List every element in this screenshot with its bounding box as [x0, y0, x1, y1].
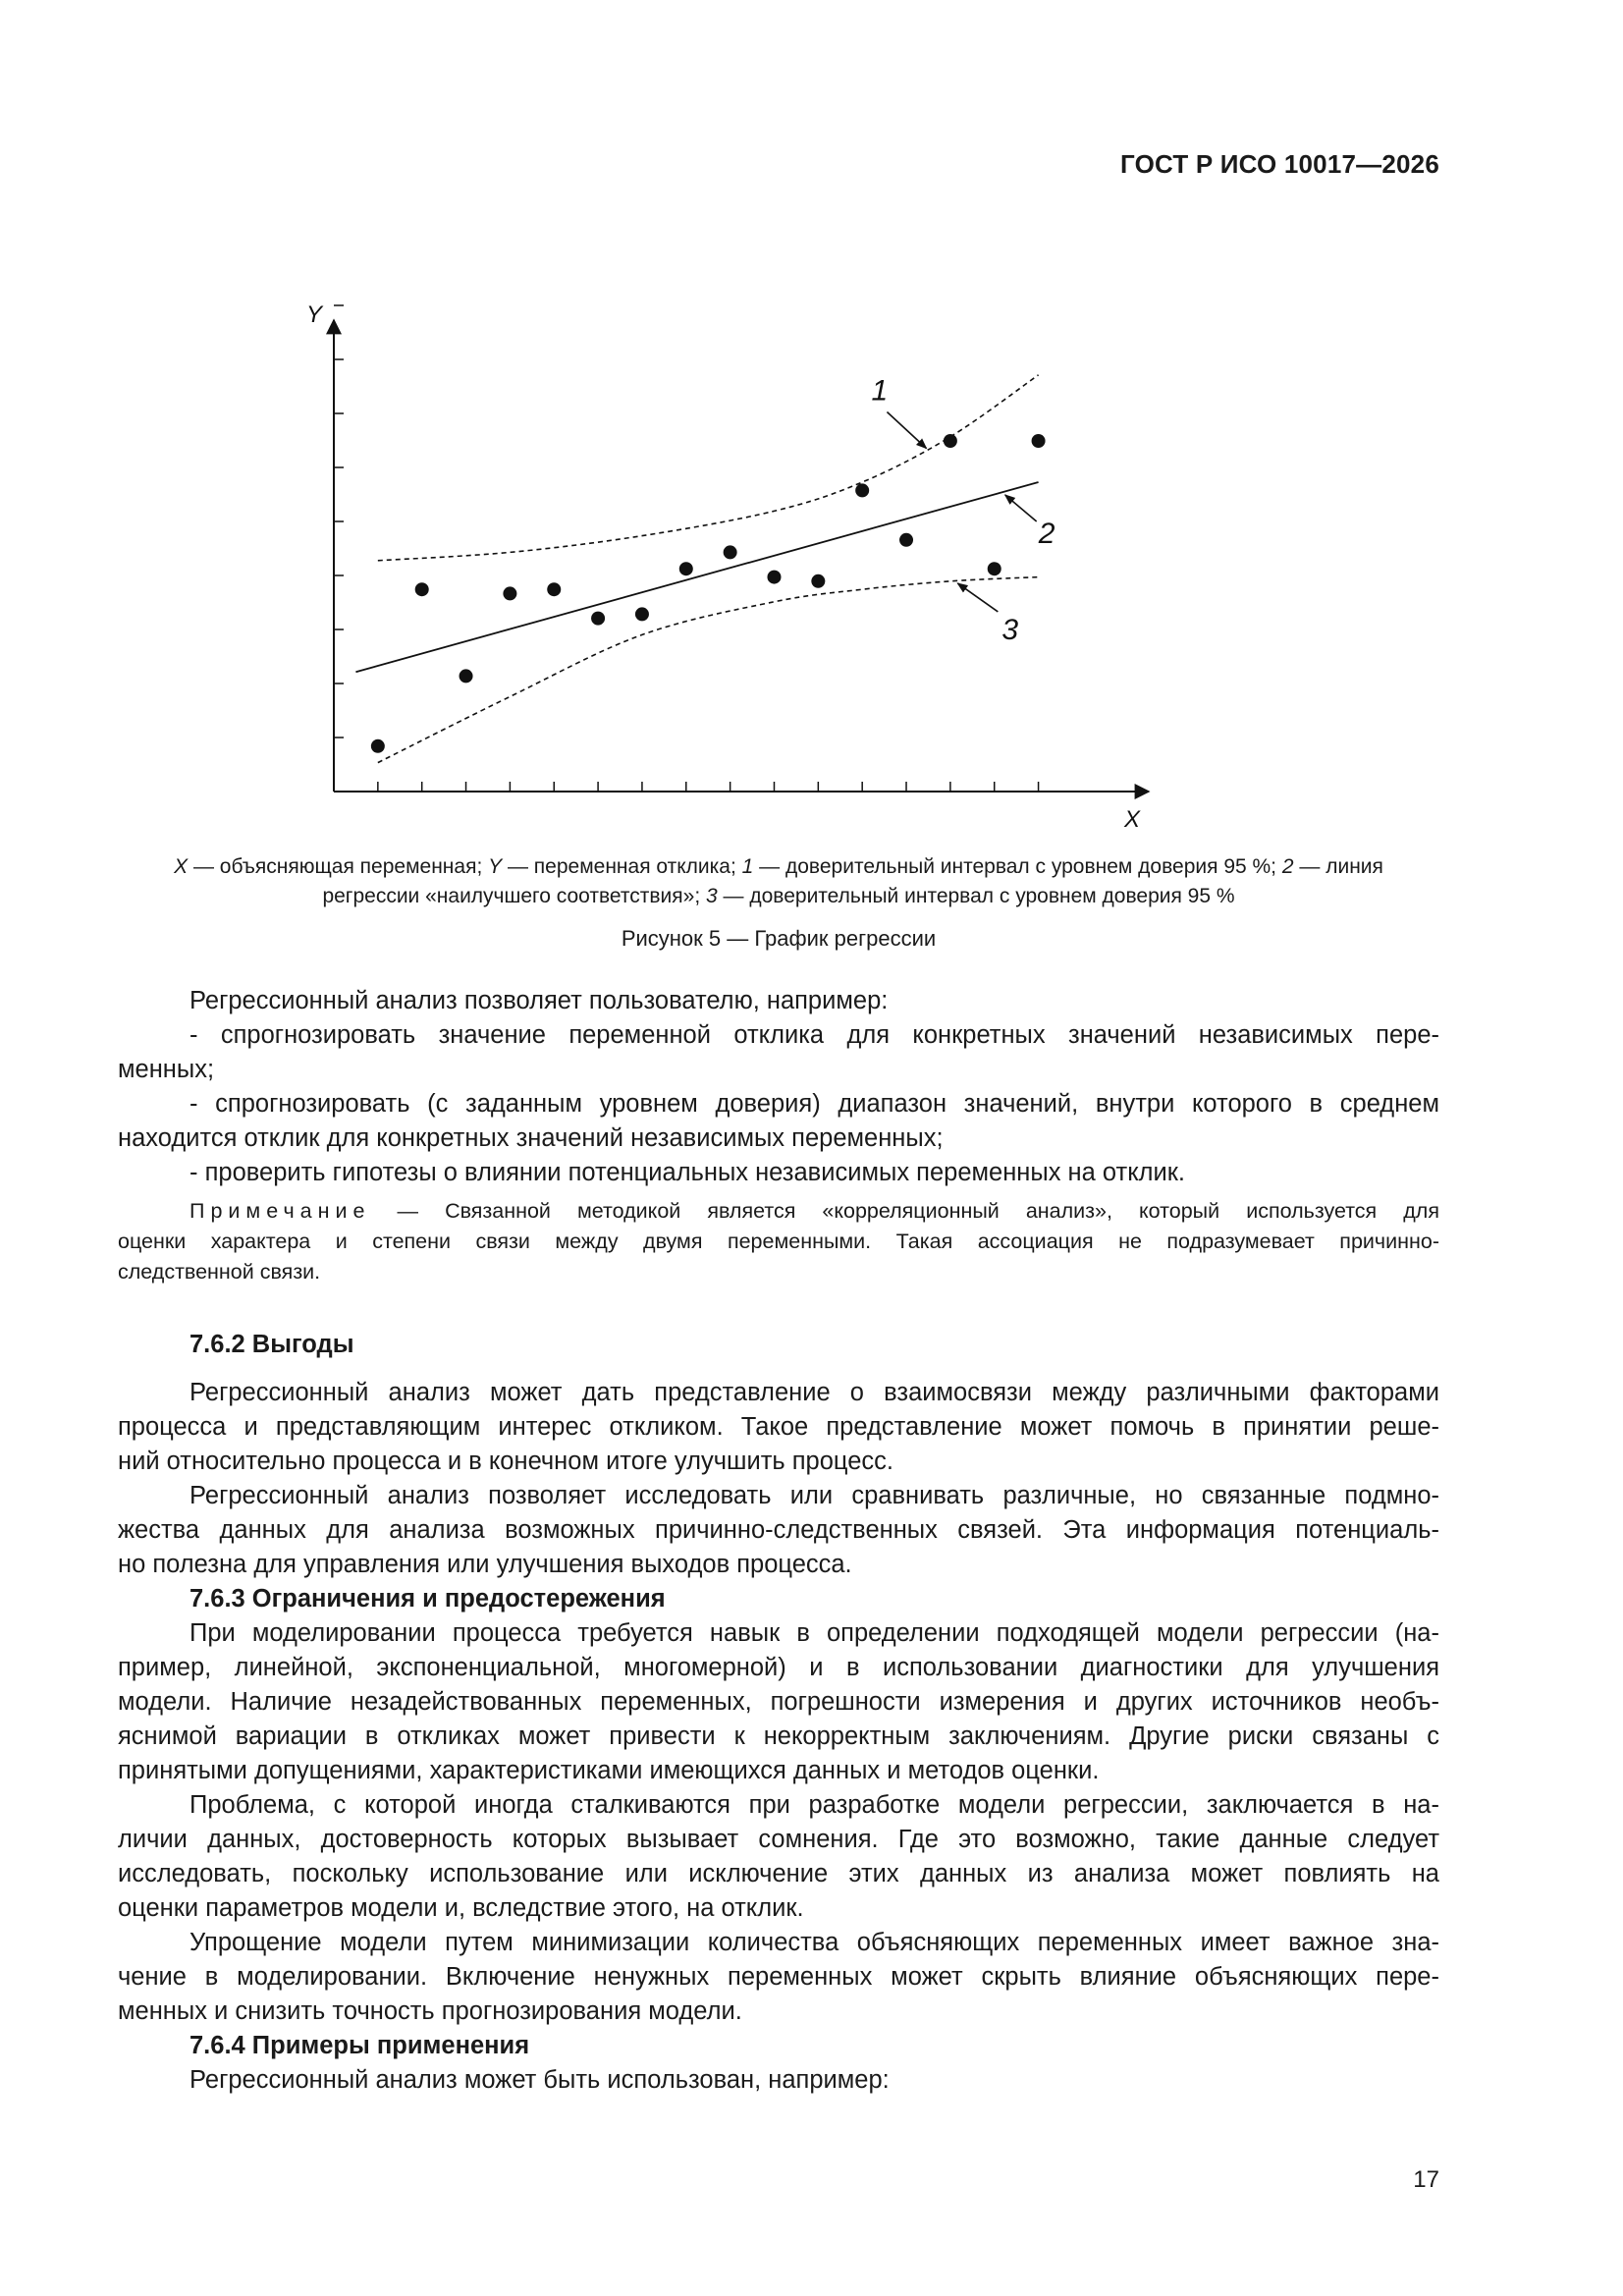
text-line: - спрогнозировать (с заданным уровнем доверия) диапазон значений, внутри которого в среднем — [189, 1090, 1439, 1118]
annotation-2: 2 — [1038, 517, 1055, 550]
section-762-body — [118, 1376, 1439, 2098]
legend-line — [118, 882, 1439, 911]
data-point — [460, 669, 473, 683]
data-point — [1032, 434, 1046, 448]
text-line: - спрогнозировать значение переменной отклика для конкретных значений независимых пере- — [189, 1021, 1439, 1049]
text-line: жества данных для анализа возможных причинно-следственных связей. Эта информация потенциаль- — [118, 1516, 1439, 1544]
chart-annotations — [871, 375, 1055, 646]
page-number: 17 — [1413, 2166, 1439, 2193]
y-axis-label: Y — [306, 301, 323, 328]
chart-axes — [306, 301, 1149, 833]
annotation-3: 3 — [1001, 613, 1019, 646]
note-block — [118, 1196, 1439, 1287]
text-line: — Связанной методикой является «корреляционный анализ», который используется для — [370, 1199, 1439, 1223]
data-point — [415, 582, 429, 596]
text-line: оценки параметров модели и, вследствие этого, на отклик. — [118, 1894, 804, 1922]
data-point — [855, 483, 869, 497]
text-line: находится отклик для конкретных значений независимых переменных; — [118, 1124, 944, 1152]
data-point — [811, 574, 825, 588]
upper-confidence-band — [378, 375, 1039, 561]
text-line: При моделировании процесса требуется навык в определении подходящей модели регрессии (на- — [189, 1619, 1439, 1647]
text-line: Регрессионный анализ позволяет пользователю, например: — [189, 987, 889, 1014]
legend-run: — доверительный интервал с уровнем доверия 95 %; — [753, 855, 1282, 878]
text-line: чение в моделировании. Включение ненужных переменных может скрыть влияние объясняющих пере- — [118, 1963, 1439, 1991]
data-point — [371, 739, 385, 753]
text-line: Регрессионный анализ может дать представление о взаимосвязи между различными факторами — [189, 1379, 1439, 1406]
text-line: яснимой вариации в откликах может привести к некорректным заключениям. Другие риски связаны с — [118, 1722, 1439, 1750]
text-line: личии данных, достоверность которых вызывает сомнения. Где это возможно, такие данные следует — [118, 1826, 1439, 1853]
text-line: Упрощение модели путем минимизации количества объясняющих переменных имеет важное зна- — [189, 1929, 1439, 1956]
confidence-bands — [378, 375, 1039, 763]
text-line: Регрессионный анализ позволяет исследовать или сравнивать различные, но связанные подмно- — [189, 1482, 1439, 1509]
annotation-3-arrow — [957, 583, 998, 612]
legend-run: 1 — [741, 855, 754, 878]
legend-run: регрессии «наилучшего соответствия»; — [322, 885, 706, 907]
figure-caption: Рисунок 5 — График регрессии — [621, 926, 937, 951]
note-label: Примечание — [189, 1199, 371, 1223]
text-line: принятыми допущениями, характеристиками имеющихся данных и методов оценки. — [118, 1757, 1100, 1784]
legend-run: — переменная отклика; — [502, 855, 742, 878]
annotation-2-arrow — [1005, 495, 1037, 521]
legend-run: X — [174, 855, 189, 878]
text-line: но полезна для управления или улучшения выходов процесса. — [118, 1551, 852, 1578]
data-point — [767, 571, 781, 584]
data-point — [988, 562, 1001, 575]
data-point — [635, 607, 649, 621]
regression-line — [355, 482, 1038, 672]
section-762 — [118, 1328, 1439, 1362]
text-line: модели. Наличие незадействованных переменных, погрешности измерения и других источников необъ- — [118, 1688, 1439, 1716]
text-line: пример, линейной, экспоненциальной, многомерной) и в использовании диагностики для улучшения — [118, 1654, 1439, 1681]
regression-line-group — [355, 482, 1038, 672]
lower-confidence-band — [378, 577, 1039, 763]
data-point — [503, 586, 516, 600]
legend-run: — линия — [1293, 855, 1383, 878]
regression-chart — [295, 226, 1257, 845]
text-line: менных; — [118, 1056, 215, 1083]
text-line: оценки характера и степени связи между двумя переменными. Такая ассоциация не подразумевает причинно- — [118, 1230, 1439, 1253]
text-line: Проблема, с которой иногда сталкиваются при разработке модели регрессии, заключается в на- — [189, 1791, 1439, 1819]
legend-run: — доверительный интервал с уровнем доверия 95 % — [717, 885, 1235, 907]
data-points — [371, 434, 1046, 753]
legend-run: Y — [488, 855, 503, 878]
intro-section — [118, 984, 1439, 1190]
text-line: ний относительно процесса и в конечном итоге улучшить процесс. — [118, 1448, 894, 1475]
legend-line — [118, 852, 1439, 882]
text-line: - проверить гипотезы о влиянии потенциальных независимых переменных на отклик. — [189, 1159, 1186, 1186]
section-heading: 7.6.4 Примеры применения — [189, 2032, 530, 2059]
x-axis-label: X — [1124, 806, 1141, 833]
section-heading: 7.6.3 Ограничения и предостережения — [189, 1585, 666, 1613]
data-point — [899, 533, 913, 547]
data-point — [547, 582, 561, 596]
data-point — [591, 612, 605, 626]
figure-legend — [118, 852, 1439, 911]
legend-run: 2 — [1281, 855, 1294, 878]
annotation-1-arrow — [887, 412, 926, 449]
text-line: процесса и представляющим интерес откликом. Такое представление может помочь в принятии реше- — [118, 1413, 1439, 1441]
text-line: исследовать, поскольку использование или исключение этих данных из анализа может повлиять на — [118, 1860, 1439, 1887]
data-point — [724, 545, 737, 559]
legend-run: 3 — [706, 885, 718, 907]
data-point — [944, 434, 957, 448]
section-heading: 7.6.2 Выгоды — [189, 1331, 354, 1358]
annotation-1: 1 — [871, 374, 889, 408]
text-line: следственной связи. — [118, 1260, 321, 1284]
text-line: Регрессионный анализ может быть использован, например: — [189, 2066, 890, 2094]
legend-run: — объясняющая переменная; — [188, 855, 489, 878]
document-code: ГОСТ Р ИСО 10017—2026 — [1119, 149, 1439, 179]
text-line: менных и снизить точность прогнозирования модели. — [118, 1997, 742, 2025]
data-point — [679, 562, 693, 575]
